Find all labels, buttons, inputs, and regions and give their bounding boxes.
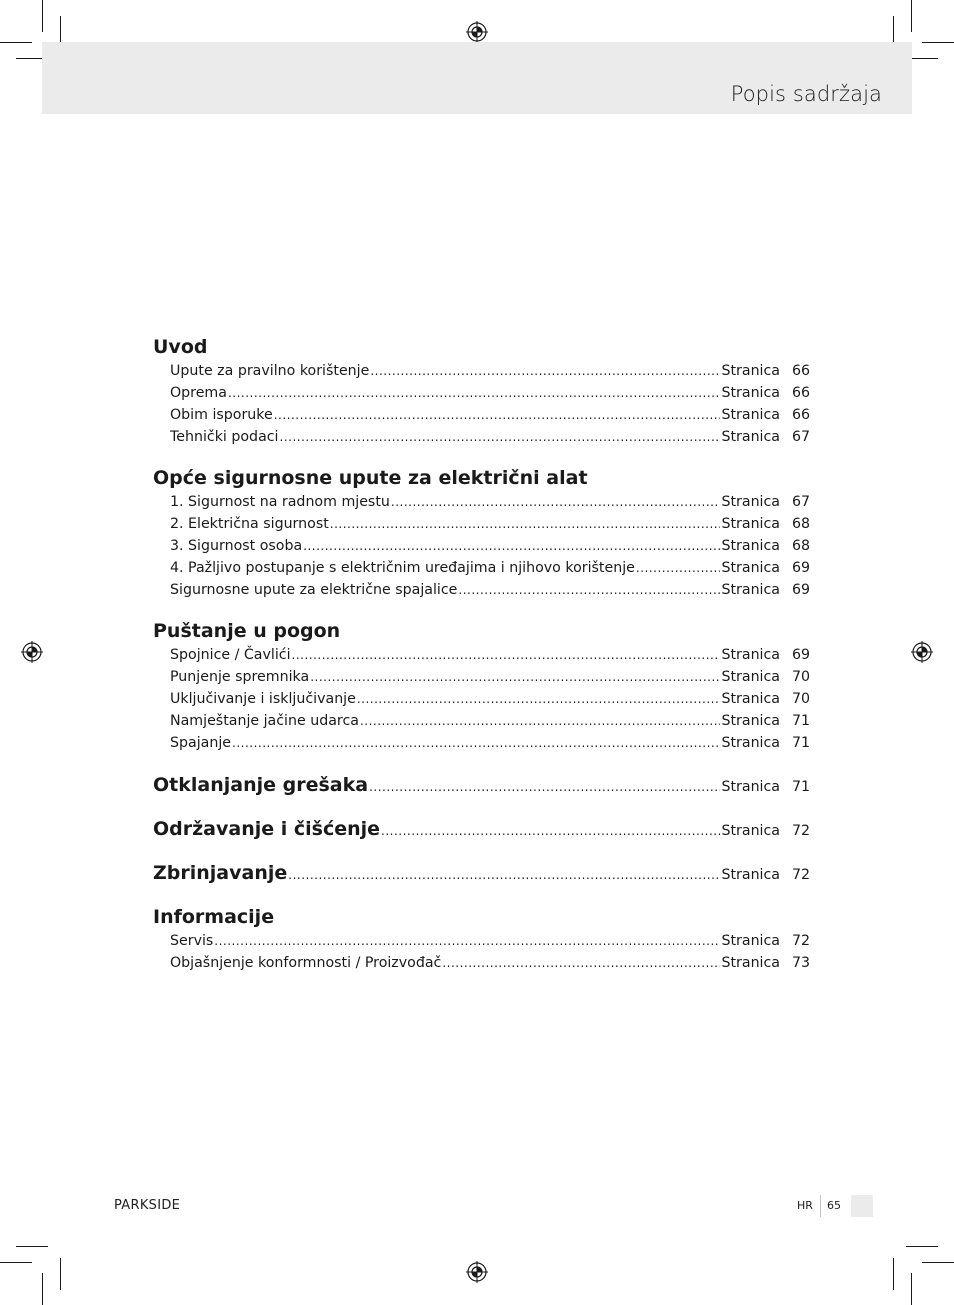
page-number: 67 [791,429,810,445]
page-number: 68 [791,516,810,532]
toc-entry[interactable] [170,426,810,448]
page-number: 73 [791,955,810,971]
crop-mark [0,42,32,43]
page-label: Stranica [721,407,780,423]
crop-mark [906,1246,938,1247]
entry-text: Sigurnosne upute za električne spajalice [170,582,458,598]
page-number: 71 [791,713,810,729]
registration-mark-icon [911,641,933,663]
toc-section-troubleshooting[interactable] [153,772,810,798]
toc-entry[interactable] [170,513,810,535]
entry-text: Namještanje jačine udarca [170,713,359,729]
page-label: Stranica [721,823,780,839]
page-label: Stranica [721,494,780,510]
footer-divider [820,1195,821,1217]
dot-leader [310,666,720,688]
crop-mark [911,0,912,32]
page-number: 72 [791,867,810,883]
toc-entry[interactable] [170,535,810,557]
page-label: Stranica [721,669,780,685]
crop-mark [0,1262,32,1263]
page-label: Stranica [721,560,780,576]
page-number: 70 [791,669,810,685]
language-code: HR [797,1199,813,1212]
dot-leader [303,535,720,557]
toc-section-commissioning [153,618,810,754]
crop-mark [893,1258,894,1290]
crop-mark [42,1273,43,1305]
page-number: 66 [791,385,810,401]
section-title: Puštanje u pogon [153,620,341,642]
page-number: 69 [791,582,810,598]
page-label: Stranica [721,516,780,532]
dot-leader [381,818,720,844]
page-number: 72 [791,823,810,839]
dot-leader [330,513,721,535]
entry-text: Upute za pravilno korištenje [170,363,370,379]
entry-text: Oprema [170,385,227,401]
dot-leader [391,491,721,513]
registration-mark-icon [466,21,488,43]
toc-entry[interactable] [170,579,810,601]
dot-leader [280,426,721,448]
table-of-contents [153,334,810,974]
toc-entry[interactable] [170,688,810,710]
page-number: 69 [791,647,810,663]
dot-leader [370,360,720,382]
page-title: Popis sadržaja [730,82,882,106]
crop-mark [42,0,43,32]
entry-text: Tehnički podaci [170,429,279,445]
page-label: Stranica [721,867,780,883]
crop-mark [922,1262,954,1263]
page-label: Stranica [721,933,780,949]
toc-section-disposal[interactable] [153,860,810,886]
dot-leader [458,579,720,601]
entry-text: Spojnice / Čavlići [170,647,291,663]
section-title: Uvod [153,336,208,358]
entry-text: 4. Pažljivo postupanje s električnim uređajima i njihovo korištenje [170,560,635,576]
crop-mark [911,1273,912,1305]
toc-section-information [153,904,810,974]
entry-text: Servis [170,933,214,949]
page-tab-box [851,1195,873,1217]
entry-text: 3. Sigurnost osoba [170,538,303,554]
section-title: Otklanjanje grešaka [153,774,369,796]
toc-section-uvod [153,334,810,448]
page-label: Stranica [721,582,780,598]
toc-entry[interactable] [170,710,810,732]
dot-leader [288,862,720,888]
page-number: 67 [791,494,810,510]
toc-entry[interactable] [170,666,810,688]
page-number: 66 [791,407,810,423]
dot-leader [360,710,721,732]
page-number: 68 [791,538,810,554]
entry-text: Obim isporuke [170,407,273,423]
page-label: Stranica [721,735,780,751]
entry-text: Objašnjenje konformnosti / Proizvođač [170,955,442,971]
crop-mark [16,1246,48,1247]
toc-entry[interactable] [170,732,810,754]
page-number-footer: 65 [827,1199,841,1212]
toc-entry[interactable] [170,382,810,404]
section-title: Održavanje i čišćenje [153,818,381,840]
toc-section-maintenance[interactable] [153,816,810,842]
toc-entry[interactable] [170,644,810,666]
dot-leader [442,952,720,974]
page-number: 70 [791,691,810,707]
page-number: 71 [791,779,810,795]
toc-entry[interactable] [170,557,810,579]
brand-logo: PARKSIDE [114,1198,181,1213]
dot-leader [636,557,721,579]
page-label: Stranica [721,955,780,971]
toc-section-safety [153,465,810,601]
page-label: Stranica [721,538,780,554]
entry-text: Spajanje [170,735,232,751]
crop-mark [922,42,954,43]
section-title: Zbrinjavanje [153,862,288,884]
dot-leader [369,774,720,800]
dot-leader [228,382,721,404]
page-label: Stranica [721,385,780,401]
dot-leader [292,644,721,666]
section-title: Informacije [153,906,275,928]
dot-leader [274,404,721,426]
page-label: Stranica [721,691,780,707]
page-label: Stranica [721,647,780,663]
page-number: 69 [791,560,810,576]
section-title: Opće sigurnosne upute za električni alat [153,467,588,489]
registration-mark-icon [21,641,43,663]
entry-text: 2. Električna sigurnost [170,516,329,532]
entry-text: Punjenje spremnika [170,669,310,685]
page-number: 71 [791,735,810,751]
page-label: Stranica [721,713,780,729]
toc-entry[interactable] [170,491,810,513]
toc-entry[interactable] [170,360,810,382]
entry-text: 1. Sigurnost na radnom mjestu [170,494,390,510]
page-label: Stranica [721,429,780,445]
toc-entry[interactable] [170,952,810,974]
crop-mark [60,1258,61,1290]
dot-leader [214,930,720,952]
page-number: 72 [791,933,810,949]
registration-mark-icon [466,1261,488,1283]
dot-leader [357,688,721,710]
toc-entry[interactable] [170,930,810,952]
page-label: Stranica [721,779,780,795]
dot-leader [232,732,720,754]
page-label: Stranica [721,363,780,379]
entry-text: Uključivanje i isključivanje [170,691,356,707]
toc-entry[interactable] [170,404,810,426]
page-number: 66 [791,363,810,379]
